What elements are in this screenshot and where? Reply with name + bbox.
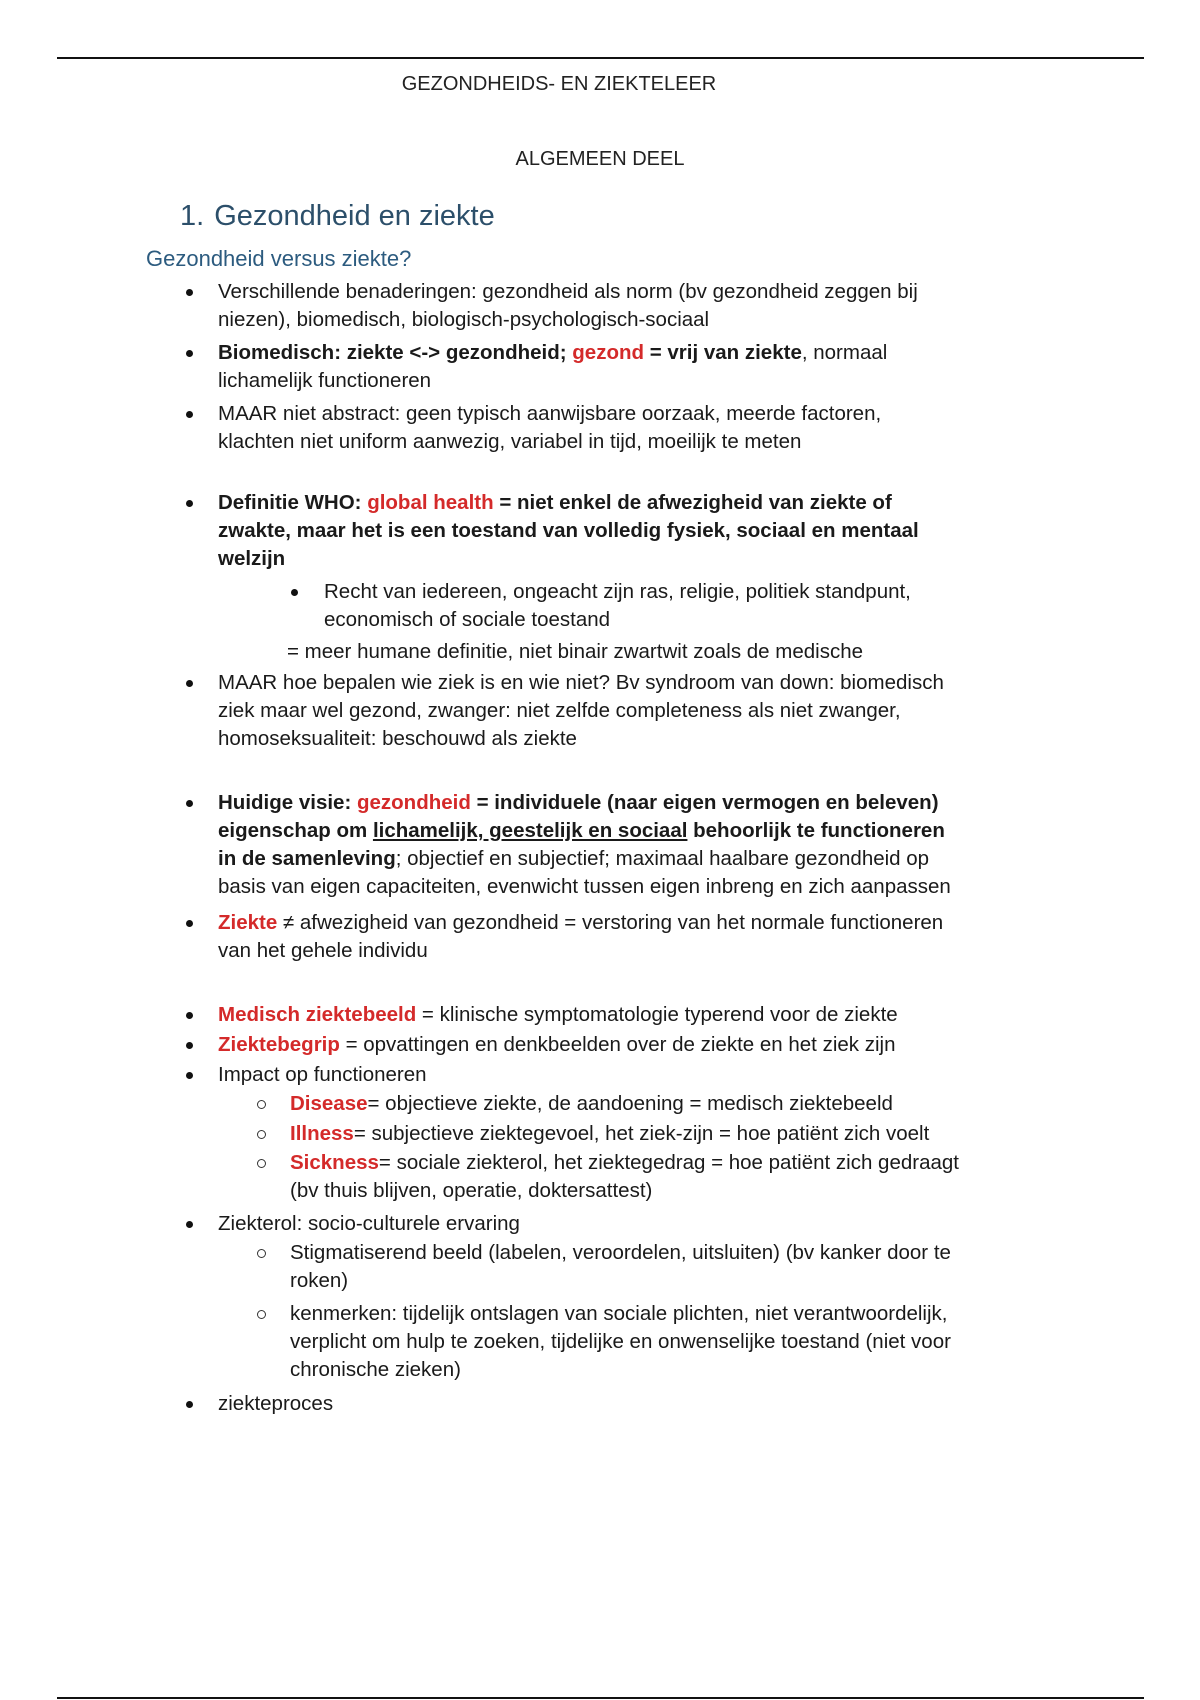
top-rule	[57, 57, 1144, 59]
list-item: ziekteproces	[218, 1392, 334, 1415]
sub-list-item: kenmerken: tijdelijk ontslagen van sociale plichten, niet verantwoordelijk, verplicht om hulp te zoeken, tijdelijke en onwenselijke toestand (niet voor chronische zieken)	[290, 1302, 951, 1381]
section-number: 1.	[180, 200, 205, 232]
list-item: Biomedisch: ziekte <-> gezondheid; gezond = vrij van ziekte, normaal lichamelijk functioneren	[218, 341, 888, 392]
section-title: Gezondheid en ziekte	[214, 200, 495, 232]
bullet	[186, 1401, 193, 1408]
subsection-heading: Gezondheid versus ziekte?	[146, 246, 412, 271]
sub-list-item: Sickness= sociale ziekterol, het ziektegedrag = hoe patiënt zich gedraagt (bv thuis blijven, operatie, doktersattest)	[290, 1151, 959, 1202]
sub-bullet	[257, 1130, 266, 1139]
bullet	[186, 1221, 193, 1228]
section-heading	[180, 200, 495, 233]
sub-list-item: Illness= subjectieve ziektegevoel, het ziek-zijn = hoe patiënt zich voelt	[290, 1122, 930, 1145]
document-title: GEZONDHEIDS- EN ZIEKTELEER	[401, 73, 717, 95]
bottom-rule	[57, 1697, 1144, 1699]
sub-list-item: Recht van iedereen, ongeacht zijn ras, religie, politiek standpunt, economisch of sociale toestand	[324, 580, 911, 631]
sub-bullet	[257, 1100, 266, 1109]
bullet	[186, 920, 193, 927]
bullet	[186, 411, 193, 418]
sub-list-item: Stigmatiserend beeld (labelen, veroordelen, uitsluiten) (bv kanker door te roken)	[290, 1241, 951, 1292]
bullet	[186, 1072, 193, 1079]
sub-bullet	[257, 1249, 266, 1258]
note: = meer humane definitie, niet binair zwartwit zoals de medische	[287, 640, 863, 663]
list-item: Verschillende benaderingen: gezondheid als norm (bv gezondheid zeggen bij niezen), biomedisch, biologisch-psychologisch-sociaal	[218, 280, 918, 331]
list-item: MAAR niet abstract: geen typisch aanwijsbare oorzaak, meerde factoren, klachten niet uniform aanwezig, variabel in tijd, moeilijk te meten	[218, 402, 882, 453]
bullet	[186, 680, 193, 687]
list-item: Ziekterol: socio-culturele ervaring	[218, 1212, 520, 1235]
bullet	[186, 500, 193, 507]
list-item: MAAR hoe bepalen wie ziek is en wie niet? Bv syndroom van down: biomedisch ziek maar wel gezond, zwanger: niet zelfde completeness als niet zwanger, homoseksualiteit: beschouwd als ziekte	[218, 671, 944, 750]
bullet	[186, 350, 193, 357]
sub-bullet	[257, 1159, 266, 1168]
bullet	[186, 800, 193, 807]
list-item: Huidige visie: gezondheid = individuele (naar eigen vermogen en beleven) eigenschap om lichamelijk, geestelijk en sociaal behoorlijk te functioneren in de samenleving; objectief en subjectief; maximaal haalbare gezondheid op basis van eigen capaciteiten, evenwicht tussen eigen inbreng en zich aanpassen	[218, 791, 951, 898]
bullet	[186, 1012, 193, 1019]
list-item: Definitie WHO: global health = niet enkel de afwezigheid van ziekte of zwakte, maar het is een toestand van volledig fysiek, sociaal en mentaal welzijn	[218, 491, 919, 570]
sub-bullet	[257, 1310, 266, 1319]
list-item: Impact op functioneren	[218, 1063, 427, 1086]
sub-bullet	[291, 589, 298, 596]
bullet	[186, 289, 193, 296]
list-item: Medisch ziektebeeld = klinische symptomatologie typerend voor de ziekte	[218, 1003, 898, 1026]
part-title: ALGEMEEN DEEL	[515, 148, 685, 170]
list-item: Ziekte ≠ afwezigheid van gezondheid = verstoring van het normale functioneren van het gehele individu	[218, 911, 944, 962]
list-item: Ziektebegrip = opvattingen en denkbeelden over de ziekte en het ziek zijn	[218, 1033, 896, 1056]
sub-list-item: Disease= objectieve ziekte, de aandoening = medisch ziektebeeld	[290, 1092, 893, 1115]
bullet	[186, 1042, 193, 1049]
